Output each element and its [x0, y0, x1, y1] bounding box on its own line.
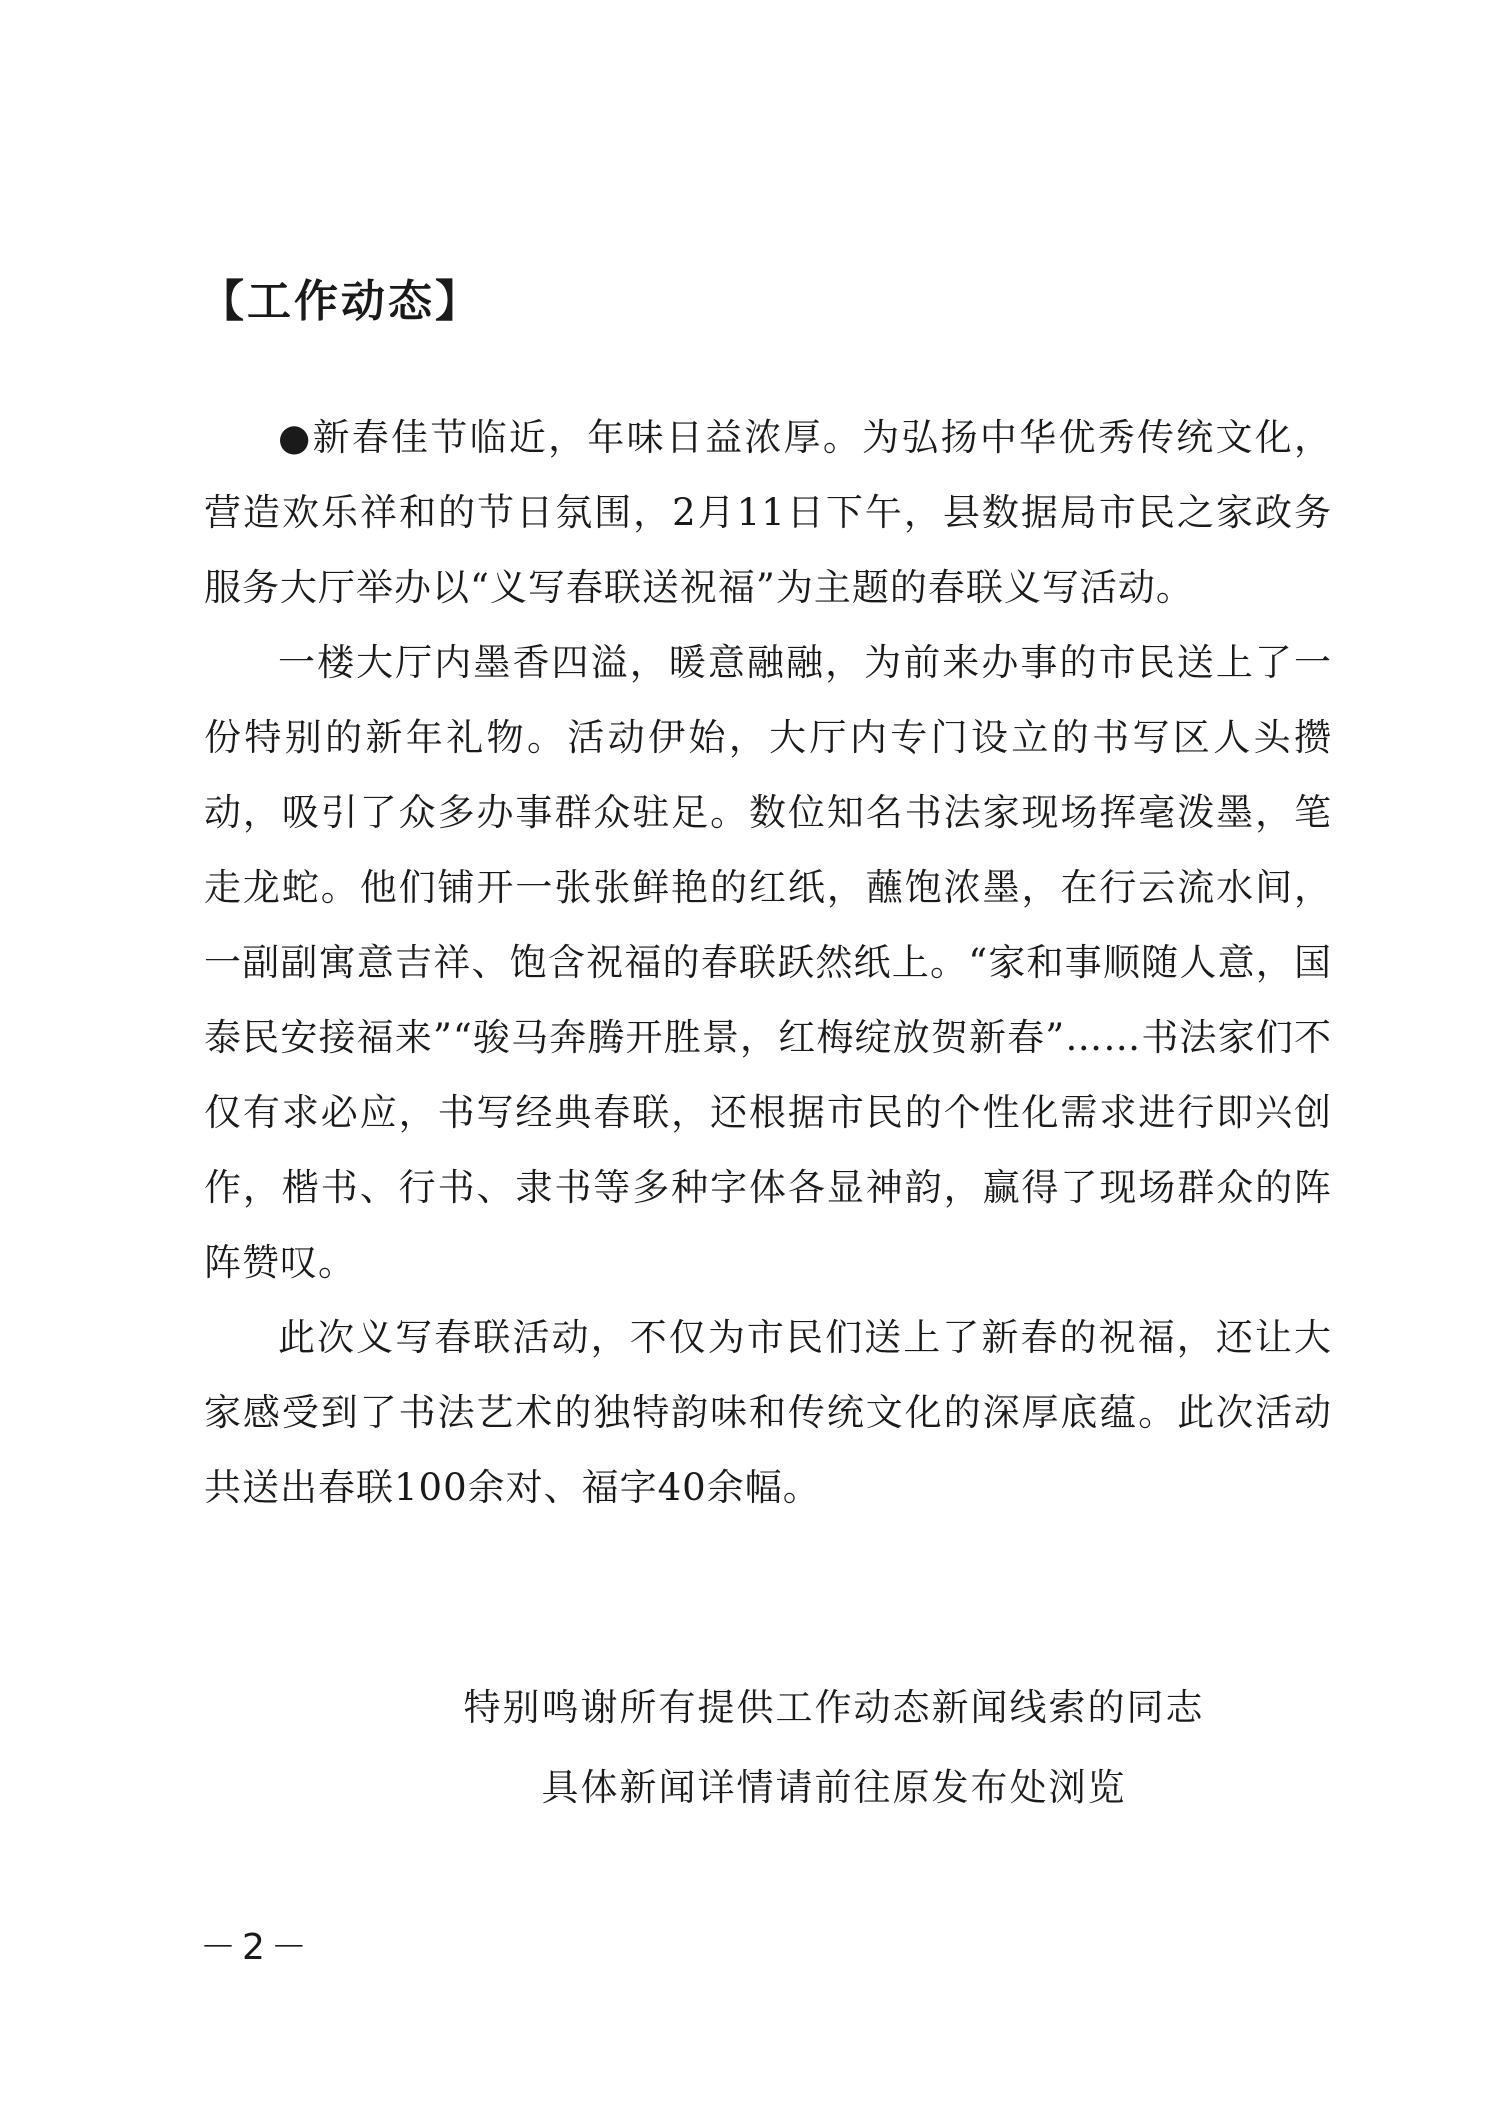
page-number: －2－ — [200, 1927, 313, 1968]
paragraph-event: 一楼大厅内墨香四溢，暖意融融，为前来办事的市民送上了一份特别的新年礼物。活动伊始，大厅内专门设立的书写区人头攒动，吸引了众多办事群众驻足。数位知名书法家现场挥毫泼墨，笔走龙蛇。他们铺开一张张鲜艳的红纸，蘸饱浓墨，在行云流水间，一副副寓意吉祥、饱含祝福的春联跃然纸上。“家和事顺随人意，国泰民安接福来”“骏马奔腾开胜景，红梅绽放贺新春”……书法家们不仅有求必应，书写经典春联，还根据市民的个性化需求进行即兴创作，楷书、行书、隶书等多种字体各显神韵，赢得了现场群众的阵阵赞叹。 — [204, 641, 1332, 1284]
paragraph-intro: ●新春佳节临近，年味日益浓厚。为弘扬中华优秀传统文化，营造欢乐祥和的节日氛围，2月11日下午，县数据局市民之家政务服务大厅举办以“义写春联送祝福”为主题的春联义写活动。 — [204, 416, 1332, 609]
acknowledgement-line-1: 特别鸣谢所有提供工作动态新闻线索的同志 — [463, 1686, 1205, 1729]
section-title: 【工作动态】 — [200, 276, 482, 327]
acknowledgement-line-2: 具体新闻详情请前往原发布处浏览 — [541, 1766, 1127, 1809]
paragraph-summary: 此次义写春联活动，不仅为市民们送上了新春的祝福，还让大家感受到了书法艺术的独特韵味和传统文化的深厚底蕴。此次活动共送出春联100余对、福字40余幅。 — [204, 1316, 1332, 1509]
article-body — [204, 400, 1332, 1525]
